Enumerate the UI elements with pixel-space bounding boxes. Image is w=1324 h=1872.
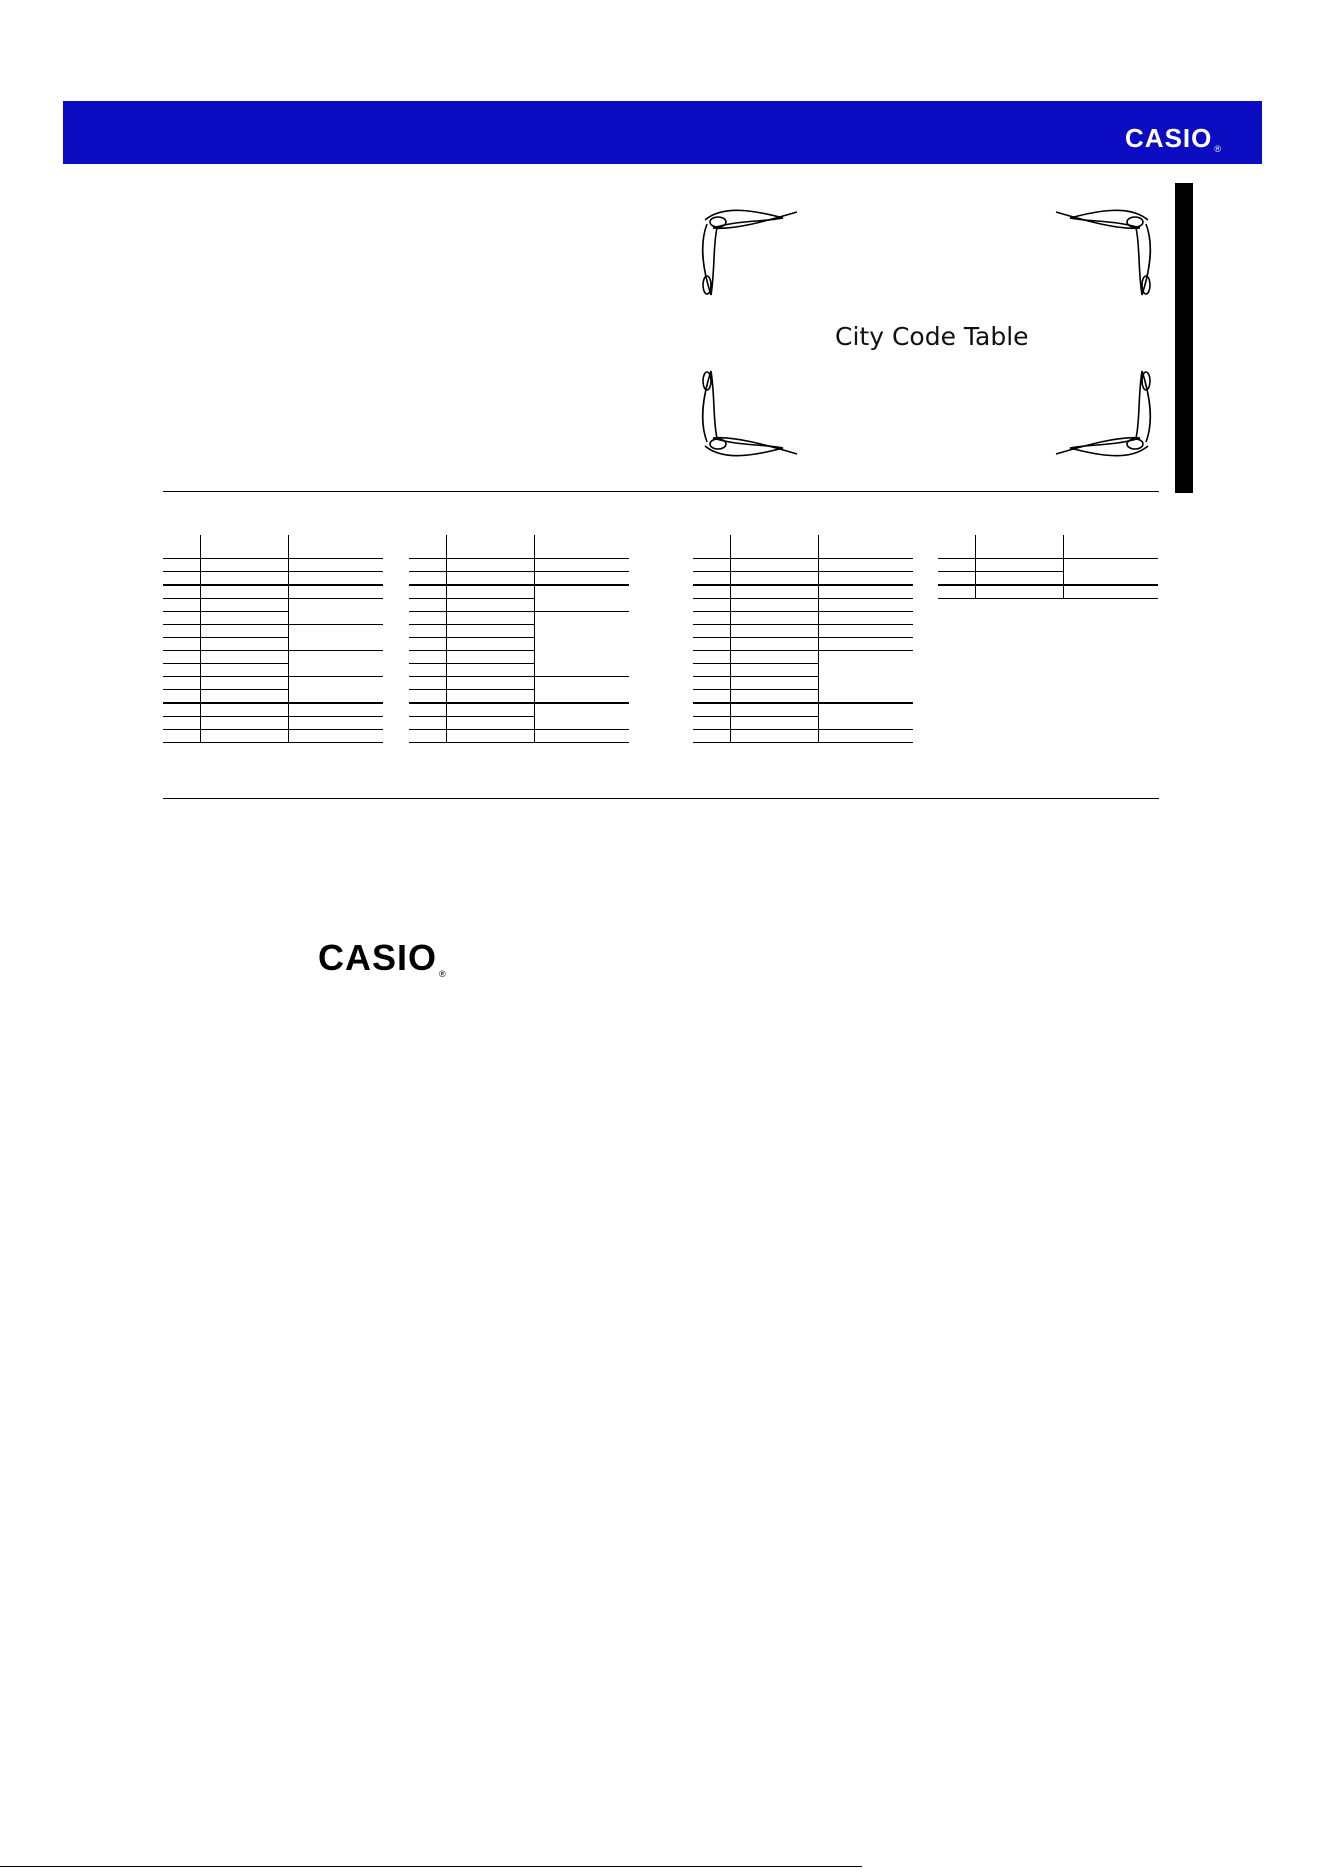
page-header-bar: [63, 101, 1262, 164]
footer-rule: [0, 1866, 862, 1867]
ornament-bottom-right-icon: [1050, 356, 1160, 466]
city-code-table-1: [163, 535, 383, 743]
page-title: City Code Table: [835, 322, 1029, 351]
footer-casio-logo: CASIO ®: [318, 937, 447, 979]
side-index-tab: [1175, 183, 1193, 493]
city-code-table-2: [409, 535, 629, 743]
ornament-bottom-left-icon: [693, 356, 803, 466]
header-casio-logo: CASIO ®: [1125, 123, 1222, 154]
section-rule-top: [163, 491, 1159, 492]
ornament-top-right-icon: [1050, 200, 1160, 310]
city-code-table-4: [938, 535, 1158, 599]
section-rule-bottom: [163, 798, 1159, 799]
city-code-table-3: [693, 535, 913, 743]
ornament-top-left-icon: [693, 200, 803, 310]
